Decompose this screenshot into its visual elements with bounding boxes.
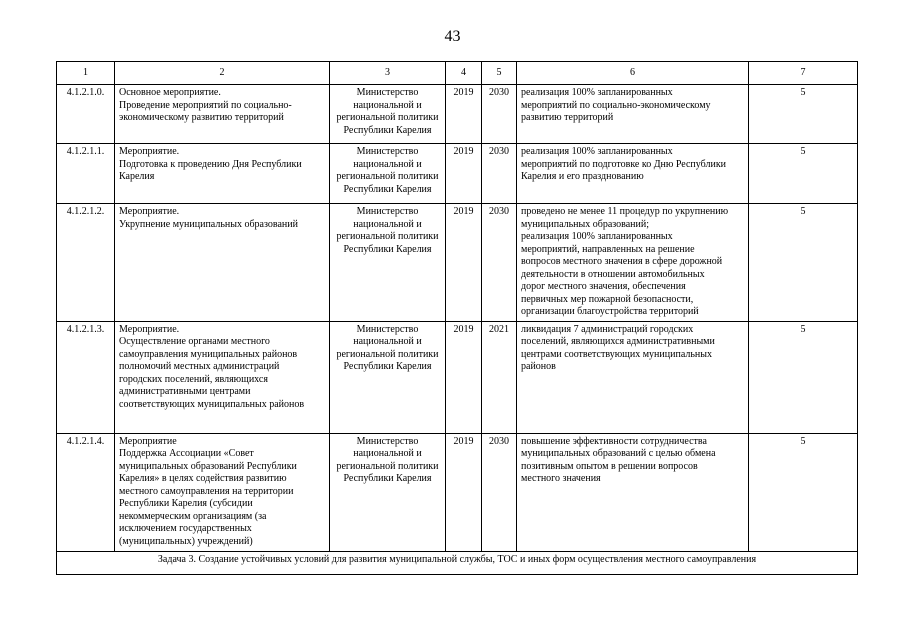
start-year: 2019 xyxy=(446,144,482,204)
executor-line: национальной и xyxy=(353,99,422,111)
expected-result-line: муниципальных образований с целью обмена xyxy=(521,448,716,459)
executor-line: национальной и xyxy=(353,218,422,230)
expected-result-line: мероприятий, направленных на решение xyxy=(521,243,695,255)
row-code: 4.1.2.1.0. xyxy=(57,85,115,144)
column-header-3: 3 xyxy=(330,62,446,85)
table-row xyxy=(57,204,858,322)
task-row xyxy=(57,551,858,574)
expected-result-line: районов xyxy=(521,361,556,372)
activity-name-line: экономическому развитию территорий xyxy=(119,112,284,123)
column-header-7: 7 xyxy=(749,62,858,85)
executor xyxy=(330,204,446,322)
expected-result-line: проведено не менее 11 процедур по укрупнению xyxy=(521,206,729,217)
column-header-5: 5 xyxy=(482,62,517,85)
executor-line: региональной политики xyxy=(336,231,439,242)
activity-name-line: Укрупнение муниципальных образований xyxy=(119,218,298,230)
start-year: 2019 xyxy=(446,433,482,551)
column-header-2: 2 xyxy=(115,62,330,85)
activity-name-line: Карелия» в целях содействия развитию xyxy=(119,473,287,484)
executor-line: национальной и xyxy=(353,158,422,170)
expected-result xyxy=(517,85,749,144)
activity-name-line: городских поселений, являющихся xyxy=(119,373,268,385)
indicator-link: 5 xyxy=(749,85,858,144)
end-year: 2030 xyxy=(482,144,517,204)
activity-name xyxy=(115,433,330,551)
column-number-row xyxy=(57,62,858,85)
activity-name-line: (муниципальных) учреждений) xyxy=(119,535,253,547)
expected-result xyxy=(517,144,749,204)
activity-name-line: Мероприятие. xyxy=(119,146,180,157)
expected-result-line: дорог местного значения, обеспечения xyxy=(521,281,686,292)
executor xyxy=(330,85,446,144)
activity-name-line: Осуществление органами местного xyxy=(119,336,270,347)
row-code: 4.1.2.1.3. xyxy=(57,321,115,433)
activity-name-line: Мероприятие. xyxy=(119,323,180,335)
expected-result-line: реализация 100% запланированных xyxy=(521,231,673,242)
expected-result-line: повышение эффективности сотрудничества xyxy=(521,435,707,447)
activity-name-line: Подготовка к проведению Дня Республики xyxy=(119,158,302,170)
table-row xyxy=(57,85,858,144)
executor xyxy=(330,144,446,204)
expected-result xyxy=(517,321,749,433)
executor xyxy=(330,433,446,551)
indicator-link: 5 xyxy=(749,433,858,551)
executor-line: Республики Карелия xyxy=(343,124,432,136)
indicator-link: 5 xyxy=(749,144,858,204)
expected-result-line: Карелия и его празднованию xyxy=(521,171,644,182)
executor-line: региональной политики xyxy=(336,460,439,472)
executor-line: национальной и xyxy=(353,448,422,459)
executor-line: Министерство xyxy=(356,206,419,217)
expected-result-line: муниципальных образований; xyxy=(521,218,650,230)
table-row xyxy=(57,433,858,551)
expected-result-line: развитию территорий xyxy=(521,112,614,123)
executor-line: Министерство xyxy=(356,435,419,447)
activity-name-line: полномочий местных администраций xyxy=(119,361,280,372)
page-number: 43 xyxy=(444,28,461,45)
activity-name xyxy=(115,204,330,322)
expected-result-line: мероприятий по подготовке ко Дню Республики xyxy=(521,158,727,170)
end-year: 2030 xyxy=(482,85,517,144)
expected-result-line: поселений, являющихся административными xyxy=(521,336,715,347)
column-header-6: 6 xyxy=(517,62,749,85)
row-code: 4.1.2.1.1. xyxy=(57,144,115,204)
expected-result-line: позитивным опытом в решении вопросов xyxy=(521,460,698,472)
executor-line: Республики Карелия xyxy=(343,473,432,484)
activity-name-line: Карелия xyxy=(119,171,155,182)
activity-name-line: местного самоуправления на территории xyxy=(119,485,294,497)
activities-table xyxy=(56,61,858,575)
end-year: 2021 xyxy=(482,321,517,433)
executor-line: Республики Карелия xyxy=(343,183,432,195)
start-year: 2019 xyxy=(446,321,482,433)
expected-result-line: мероприятий по социально-экономическому xyxy=(521,99,711,111)
expected-result xyxy=(517,433,749,551)
activity-name-line: некоммерческим организациям (за xyxy=(119,510,267,522)
indicator-link: 5 xyxy=(749,321,858,433)
end-year: 2030 xyxy=(482,433,517,551)
activity-name-line: Основное мероприятие. xyxy=(119,87,221,98)
executor xyxy=(330,321,446,433)
activity-name-line: муниципальных образований Республики xyxy=(119,460,297,472)
activity-name-line: соответствующих муниципальных районов xyxy=(119,398,305,410)
activity-name-line: Мероприятие. xyxy=(119,206,180,217)
executor-line: Республики Карелия xyxy=(343,361,432,372)
activity-name-line: исключением государственных xyxy=(119,523,252,534)
row-code: 4.1.2.1.4. xyxy=(57,433,115,551)
activity-name-line: Мероприятие xyxy=(119,435,177,447)
start-year: 2019 xyxy=(446,204,482,322)
executor-line: Министерство xyxy=(356,146,419,157)
activity-name-line: самоуправления муниципальных районов xyxy=(119,348,298,360)
expected-result-line: реализация 100% запланированных xyxy=(521,146,673,157)
activity-name xyxy=(115,85,330,144)
executor-line: региональной политики xyxy=(336,171,439,182)
start-year: 2019 xyxy=(446,85,482,144)
indicator-link: 5 xyxy=(749,204,858,322)
executor-line: региональной политики xyxy=(336,348,439,360)
expected-result-line: местного значения xyxy=(521,473,601,484)
task-title: Задача 3. Создание устойчивых условий для развития муниципальной службы, ТОС и иных форм осуществления местного самоуправления xyxy=(57,551,858,574)
executor-line: национальной и xyxy=(353,336,422,347)
executor-line: Министерство xyxy=(356,323,419,335)
expected-result xyxy=(517,204,749,322)
expected-result-line: первичных мер пожарной безопасности, xyxy=(521,293,694,305)
activity-name-line: Республики Карелия (субсидии xyxy=(119,498,253,509)
table-row xyxy=(57,144,858,204)
activity-name xyxy=(115,321,330,433)
expected-result-line: вопросов местного значения в сфере дорожной xyxy=(521,256,723,267)
activity-name xyxy=(115,144,330,204)
end-year: 2030 xyxy=(482,204,517,322)
column-header-1: 1 xyxy=(57,62,115,85)
executor-line: региональной политики xyxy=(336,112,439,123)
expected-result-line: деятельности в отношении автомобильных xyxy=(521,268,705,280)
executor-line: Республики Карелия xyxy=(343,243,432,255)
expected-result-line: организации благоустройства территорий xyxy=(521,306,699,317)
column-header-4: 4 xyxy=(446,62,482,85)
activity-name-line: административными центрами xyxy=(119,386,251,397)
expected-result-line: реализация 100% запланированных xyxy=(521,87,673,98)
expected-result-line: ликвидация 7 администраций городских xyxy=(521,323,694,335)
table-row xyxy=(57,321,858,433)
executor-line: Министерство xyxy=(356,87,419,98)
activity-name-line: Проведение мероприятий по социально- xyxy=(119,99,292,111)
activity-name-line: Поддержка Ассоциации «Совет xyxy=(119,448,254,459)
row-code: 4.1.2.1.2. xyxy=(57,204,115,322)
expected-result-line: центрами соответствующих муниципальных xyxy=(521,348,712,360)
